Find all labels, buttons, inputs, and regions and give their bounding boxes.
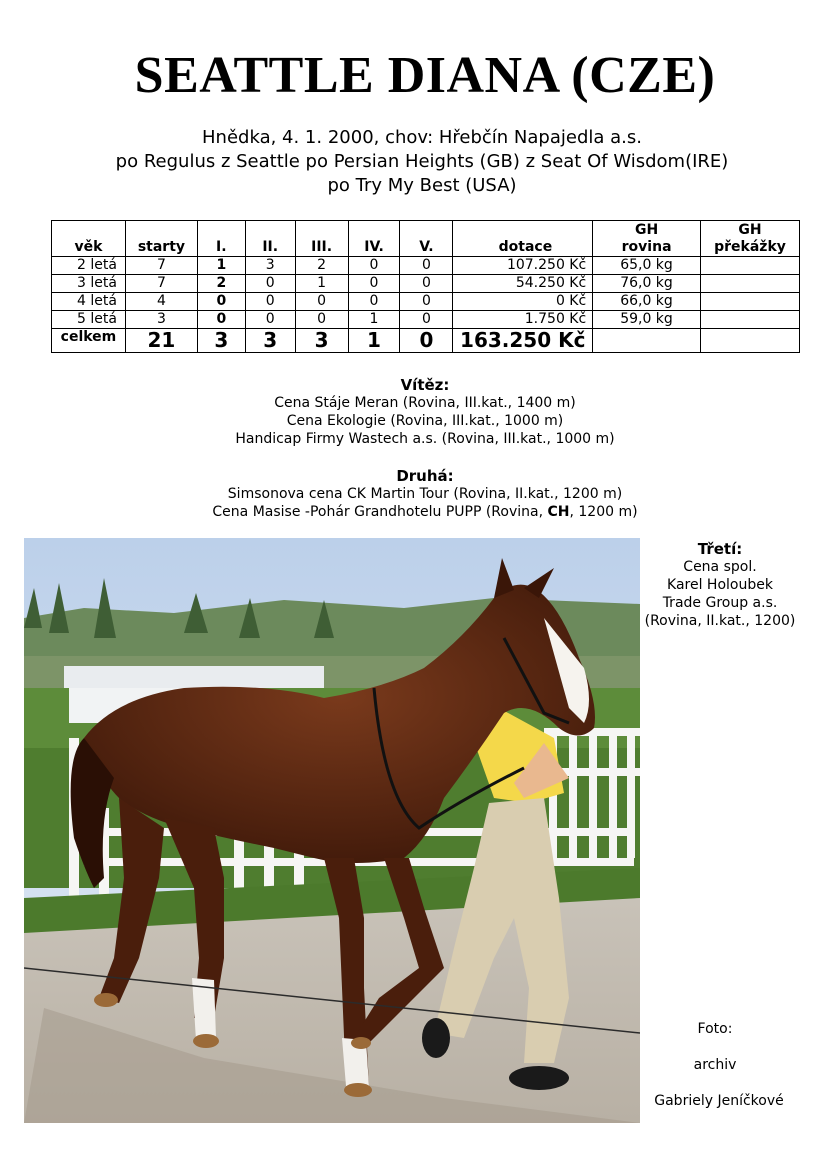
cell-gh-rovina: 66,0 kg xyxy=(593,293,701,311)
cell-gh-rovina: 65,0 kg xyxy=(593,257,701,275)
second-heading: Druhá: xyxy=(396,467,454,485)
cell-gh-prekazky xyxy=(701,311,800,329)
third-line: Karel Holoubek xyxy=(667,577,773,593)
header-gh-rovina xyxy=(593,221,701,257)
table-row xyxy=(52,311,800,329)
cell-first: 0 xyxy=(197,293,245,311)
total-gh-prekazky xyxy=(701,329,800,353)
second-item xyxy=(0,503,826,521)
header-vek: věk xyxy=(52,221,126,257)
cell-fifth: 0 xyxy=(400,275,453,293)
total-fourth: 1 xyxy=(348,329,400,353)
cell-gh-rovina: 76,0 kg xyxy=(593,275,701,293)
cell-age: 4 letá xyxy=(52,293,126,311)
table-total-row xyxy=(52,329,800,353)
third-line: (Rovina, II.kat., 1200) xyxy=(644,613,796,629)
header-gh-rovina-top: GH xyxy=(634,222,659,238)
cell-starts: 3 xyxy=(125,311,197,329)
total-fifth: 0 xyxy=(400,329,453,353)
cell-first: 0 xyxy=(197,311,245,329)
page-title: SEATTLE DIANA (CZE) xyxy=(134,47,716,104)
cell-third: 1 xyxy=(295,275,348,293)
second-item: Simsonova cena CK Martin Tour (Rovina, II.kat., 1200 m) xyxy=(227,486,623,502)
cell-fifth: 0 xyxy=(400,257,453,275)
cell-starts: 7 xyxy=(125,275,197,293)
cell-gh-prekazky xyxy=(701,293,800,311)
cell-age: 2 letá xyxy=(52,257,126,275)
cell-prize: 107.250 Kč xyxy=(453,257,593,275)
cell-fourth: 0 xyxy=(348,257,400,275)
cell-first: 1 xyxy=(197,257,245,275)
third-section xyxy=(640,540,800,630)
cell-fifth: 0 xyxy=(400,311,453,329)
third-heading: Třetí: xyxy=(697,540,743,558)
header-5: V. xyxy=(400,221,453,257)
header-starty: starty xyxy=(125,221,197,257)
horse-photo-svg xyxy=(24,538,640,1123)
cell-prize: 1.750 Kč xyxy=(453,311,593,329)
header-gh-prekazky xyxy=(701,221,800,257)
header-4: IV. xyxy=(348,221,400,257)
second-section xyxy=(0,467,826,521)
total-first: 3 xyxy=(197,329,245,353)
cell-gh-rovina: 59,0 kg xyxy=(593,311,701,329)
pedigree-line-3: po Try My Best (USA) xyxy=(327,175,517,196)
cell-gh-prekazky xyxy=(701,275,800,293)
pedigree-info xyxy=(0,126,826,198)
cell-age: 3 letá xyxy=(52,275,126,293)
table-row xyxy=(52,257,800,275)
header-3: III. xyxy=(295,221,348,257)
photo-credit-label: Foto: xyxy=(697,1021,733,1037)
cell-age: 5 letá xyxy=(52,311,126,329)
total-label: celkem xyxy=(52,329,126,353)
header-gh-prekazky-top: GH xyxy=(738,222,762,238)
header-gh-rovina-bottom: rovina xyxy=(621,239,672,255)
cell-fourth: 0 xyxy=(348,275,400,293)
winner-item: Handicap Firmy Wastech a.s. (Rovina, III.kat., 1000 m) xyxy=(235,431,615,447)
horse-photo xyxy=(24,538,640,1123)
header-gh-prekazky-bottom: překážky xyxy=(714,239,786,255)
winner-item: Cena Ekologie (Rovina, III.kat., 1000 m) xyxy=(286,413,564,429)
cell-second: 0 xyxy=(245,293,295,311)
cell-fifth: 0 xyxy=(400,293,453,311)
cell-third: 0 xyxy=(295,311,348,329)
race-statistics-table xyxy=(51,220,800,353)
cell-third: 0 xyxy=(295,293,348,311)
second-item-text: Cena Masise -Pohár Grandhotelu PUPP (Rovina, xyxy=(212,504,548,520)
cell-fourth: 0 xyxy=(348,293,400,311)
total-starts: 21 xyxy=(125,329,197,353)
cell-prize: 0 Kč xyxy=(453,293,593,311)
cell-prize: 54.250 Kč xyxy=(453,275,593,293)
second-item-category: CH xyxy=(547,504,570,520)
second-item-text-end: , 1200 m) xyxy=(569,504,638,520)
total-second: 3 xyxy=(245,329,295,353)
table-header-row xyxy=(52,221,800,257)
header-1: I. xyxy=(197,221,245,257)
table-row xyxy=(52,293,800,311)
cell-gh-prekazky xyxy=(701,257,800,275)
table-row xyxy=(52,275,800,293)
third-line: Trade Group a.s. xyxy=(662,595,778,611)
total-prize: 163.250 Kč xyxy=(453,329,593,353)
winner-item: Cena Stáje Meran (Rovina, III.kat., 1400 m) xyxy=(274,395,576,411)
total-third: 3 xyxy=(295,329,348,353)
header-dotace: dotace xyxy=(453,221,593,257)
pedigree-line-1: Hnědka, 4. 1. 2000, chov: Hřebčín Napajedla a.s. xyxy=(202,127,642,148)
winner-section xyxy=(0,376,826,448)
cell-starts: 7 xyxy=(125,257,197,275)
cell-second: 3 xyxy=(245,257,295,275)
cell-starts: 4 xyxy=(125,293,197,311)
cell-third: 2 xyxy=(295,257,348,275)
winner-heading: Vítěz: xyxy=(400,376,450,394)
cell-fourth: 1 xyxy=(348,311,400,329)
photo-credit-author: Gabriely Jeníčkové xyxy=(654,1093,784,1109)
total-gh-rovina xyxy=(593,329,701,353)
cell-first: 2 xyxy=(197,275,245,293)
cell-second: 0 xyxy=(245,275,295,293)
cell-second: 0 xyxy=(245,311,295,329)
pedigree-line-2: po Regulus z Seattle po Persian Heights (GB) z Seat Of Wisdom(IRE) xyxy=(115,151,729,172)
header-2: II. xyxy=(245,221,295,257)
photo-credit-archive: archiv xyxy=(693,1057,737,1073)
third-line: Cena spol. xyxy=(683,559,757,575)
